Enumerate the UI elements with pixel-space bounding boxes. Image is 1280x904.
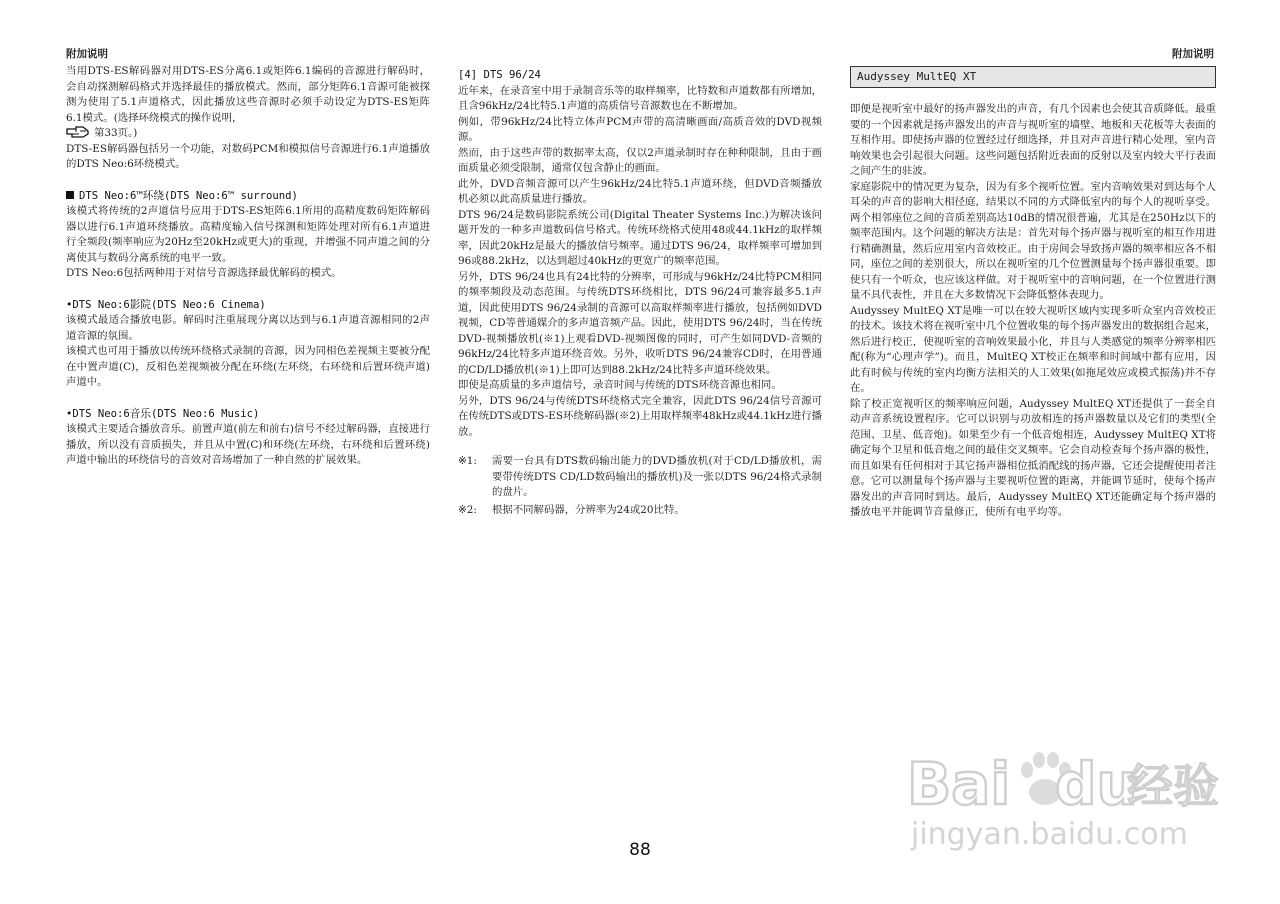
footnote-1 [458,454,822,501]
pointing-hand-icon [66,126,90,138]
paragraph: DTS-ES解码器包括另一个功能，对数码PCM和模拟信号音源进行6.1声道播放的DTS Neo:6环绕模式。 [66,142,430,170]
watermark-brand-text: Bai [907,750,1011,818]
paragraph: DTS 96/24是数码影院系统公司(Digital Theater Systems Inc.)为解决该问题开发的一种多声道数码信号格式。传统环绕格式使用48或44.1kHz的取样频率，因此20kHz是最大的播放信号频率。通过DTS 96/24，取样频率可增加到96或88.2kHz，以达到超过40kHz的更宽广的频率范围。 [458,208,822,267]
paragraph: 例如，带96kHz/24比特立体声PCM声带的高清晰画面/高质音效的DVD视频源。 [458,115,822,143]
paragraph: 该模式也可用于播放以传统环绕格式录制的音源，因为同相色差视频主要被分配在中置声道(C)，反相色差视频被分配在环绕(左环绕，右环绕和后置环绕声道)声道中。 [66,345,430,388]
footnote-mark: ※2: [458,503,477,516]
paragraph: 此外，DVD音频音源可以产生96kHz/24比特5.1声道环绕，但DVD音频播放机必须以此高质量进行播放。 [458,177,822,205]
paragraph: 即使是高质量的多声道信号，录音时间与传统的DTS环绕音源也相同。 [458,379,782,391]
paragraph: 近年来，在录音室中用于录制音乐等的取样频率，比特数和声道数都有所增加，且含96kHz/24比特5.1声道的高质信号音源数也在不断增加。 [458,84,822,112]
footnote-text: 需要一台具有DTS数码输出能力的DVD播放机(对于CD/LD播放机，需要带传统DTS CD/LD数码输出的播放机)及一张以DTS 96/24格式录制的盘片。 [492,455,822,498]
paragraph: 家庭影院中的情况更为复杂，因为有多个视听位置。室内音响效果对到达每个人耳朵的声音的影响大相径庭，结果以不同的方式降低室内的每个人的视听享受。两个相邻座位之间的音质差别高达10dB的情况很普遍，尤其是在250Hz以下的频率范围内。这个问题的解决方法是：首先对每个扬声器与视听室的相互作用进行精确测量，然后应用室内音效校正。由于房间会导致扬声器的频率相应各不相同，座位之间的差别很大，所以在视听室的几个位置测量每个扬声器很重要。即使只有一个听众，也应该这样做。对于视听室中的音响问题，在一个位置进行测量不具代表性，并且在大多数情况下会降低整体表现力。 [850,180,1216,301]
paragraph: 即便是视听室中最好的扬声器发出的声音，有几个因素也会使其音质降低。最重要的一个因素就是扬声器发出的声音与视听室的墙壁、地板和天花板等大表面的互相作用。即使扬声器的位置经过仔细选择，并且对声音进行精心处理，室内音响效果也会引起很大问题。这些问题包括附近表面的反射以及室内较大平行表面之间产生的驻波。 [850,103,1216,177]
watermark-brand-text-2: du [1055,750,1138,818]
section-heading-dts-96-24: [4] DTS 96/24 [458,69,541,81]
square-bullet-icon [66,191,74,199]
paragraph: DTS Neo:6包括两种用于对信号音源选择最优解码的模式。 [66,267,342,279]
footnote-mark: ※1: [458,455,477,467]
paragraph: 另外，DTS 96/24也具有24比特的分辨率，可形成与96kHz/24比特PCM相同的频率频段及动态范围。与传统DTS环绕相比，DTS 96/24可兼容最多5.1声道，因此使用DTS 96/24录制的音源可以高取样频率进行播放，包括例如DVD视频，CD等普通媒介的多声道音频产品。因此，使用DTS 96/24时，当在传统DVD-视频播放机(※1)上观看DVD-视频图像的同时，可产生如同DVD-音频的96kHz/24比特多声道环绕音效。另外，收听DTS 96/24兼容CD时，在用普通的CD/LD播放机(※1)上即可达到88.2kHz/24比特多声道环绕效果。 [458,270,822,376]
paragraph [66,64,430,142]
column-middle [458,68,822,518]
paragraph: 该模式最适合播放电影。解码时注重展现分离以达到与6.1声道音源相同的2声道音源的氛围。 [66,314,430,342]
section-heading-text: DTS Neo:6™环绕(DTS Neo:6™ surround) [79,189,298,202]
section-heading-neo6-surround [66,189,430,205]
page-reference: 第33页。) [94,127,138,139]
page-number: 88 [629,840,651,860]
paragraph: Audyssey MultEQ XT是唯一可以在较大视听区域内实现多听众室内音效校正的技术。该技术将在视听室中几个位置收集的每个扬声器发出的数据组合起来，然后进行校正，使视听室的音响效果最小化，并且与人类感觉的频率分辨率相匹配(称为“心理声学”)。而且，MultEQ XT校正在频率和时间域中都有应用，因此有时候与传统的室内均衡方法相关的人工效果(如拖尾效应或模式振荡)并不存在。 [850,304,1216,394]
watermark-brand-cn: 经验 [1127,759,1219,813]
column-right [850,66,1216,521]
section-heading-neo6-cinema: •DTS Neo:6影院(DTS Neo:6 Cinema) [66,298,266,311]
footnote-2 [458,503,822,519]
header-left: 附加说明 [66,48,108,60]
paragraph: 另外，DTS 96/24与传统DTS环绕格式完全兼容，因此DTS 96/24信号音源可在传统DTS或DTS-ES环绕解码器(※2)上用取样频率48kHz或44.1kHz进行播放。 [458,394,822,438]
watermark-url: jingyan.baidu.com [911,817,1188,852]
footnotes [458,454,822,518]
paragraph: 该模式将传统的2声道信号应用于DTS-ES矩阵6.1所用的高精度数码矩阵解码器以进行6.1声道环绕播放。高精度输入信号探测和矩阵处理对所有6.1声道进行全频段(频率响应为20Hz至20kHz或更大)的重现，并增强不同声道之间的分离使其与数码分离系统的电平一致。 [66,205,430,264]
paragraph: 然而，由于这些声带的数据率太高，仅以2声道录制时存在种种限制，且由于画面质量必须受限制，通常仅包含静止的画面。 [458,146,822,174]
paragraph-text: 当用DTS-ES解码器对用DTS-ES分离6.1或矩阵6.1编码的音源进行解码时，会自动探测解码格式并选择最佳的播放模式。然而，部分矩阵6.1音源可能被探测为使用了5.1声道格式，因此播放这些音源时必须手动设定为DTS-ES矩阵6.1模式。(选择环绕模式的操作说明， [66,65,430,124]
footnote-text: 根据不同解码器，分辨率为24或20比特。 [492,503,685,516]
paragraph: 该模式主要适合播放音乐。前置声道(前左和前右)信号不经过解码器，直接进行播放，所以没有音质损失，并且从中置(C)和环绕(左环绕，右环绕和后置环绕)声道中输出的环绕信号的音效对音场增加了一种自然的扩展效果。 [66,423,430,466]
section-heading-neo6-music: •DTS Neo:6音乐(DTS Neo:6 Music) [66,407,260,420]
baidu-jingyan-watermark [905,738,1235,858]
header-right: 附加说明 [1172,48,1214,60]
paragraph: 除了校正宽视听区的频率响应问题，Audyssey MultEQ XT还提供了一套全自动声音系统设置程序。它可以识别与功放相连的扬声器数量以及它们的类型(全范围、卫星、低音炮)。如果至少有一个低音炮相连，Audyssey MultEQ XT将确定每个卫星和低音炮之间的最佳交叉频率。它会自动检查每个扬声器的极性，而且如果有任何相对于其它扬声器相位抵消配线的扬声器，它还会提醒使用者注意。它可以测量每个扬声器与主要视听位置的距离，并能调节延时，使每个扬声器发出的声音同时到达。最后，Audyssey MultEQ XT还能确定每个扬声器的播放电平并能调节音量修正，使所有电平均等。 [850,397,1216,518]
column-left [66,64,430,469]
section-title-box: Audyssey MultEQ XT [850,66,1216,88]
